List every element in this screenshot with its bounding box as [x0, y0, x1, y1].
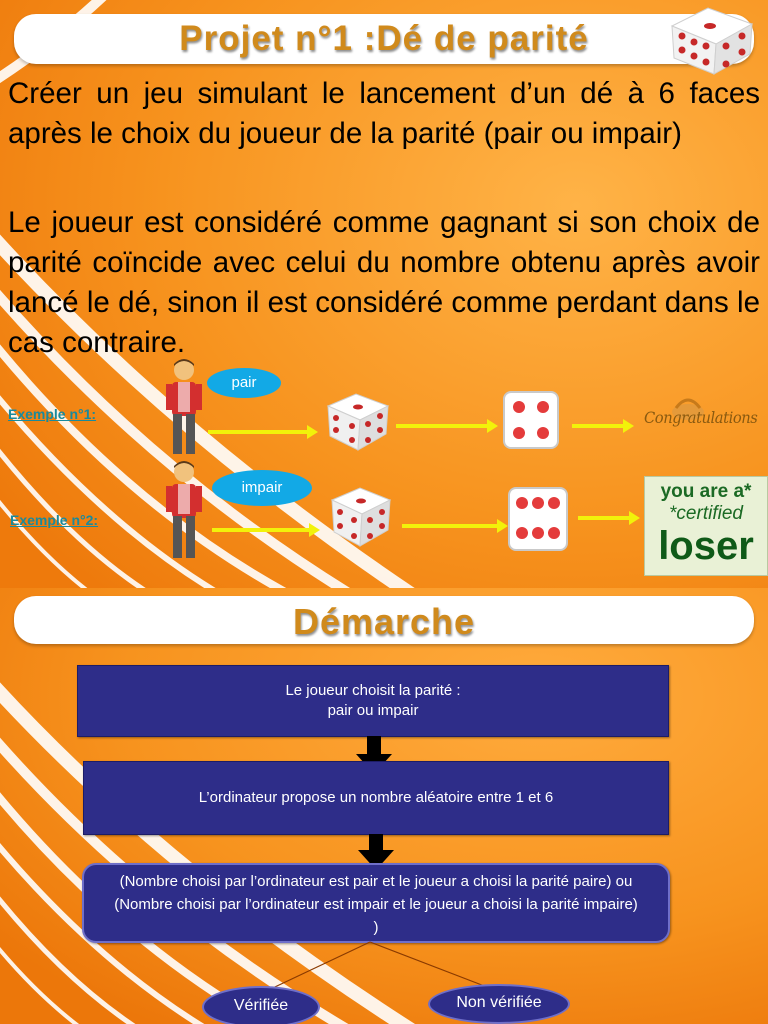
step-1-line-1: Le joueur choisit la parité :	[285, 682, 461, 699]
rules-paragraph: Le joueur est considéré comme gagnant si son choix de parité coïncide avec celui du nombre obtenu après avoir lancé le dé, sinon il est considéré comme perdant dans le cas contraire.	[8, 206, 760, 359]
example-1-label: Exemple n°1:	[8, 406, 97, 422]
pip	[532, 527, 544, 539]
branch-verified: Vérifiée	[202, 986, 320, 1024]
arrow-die-to-face-1	[396, 424, 488, 428]
speech-bubble-impair: impair	[212, 470, 312, 506]
player-figure-2	[164, 458, 204, 562]
player-figure-1	[164, 356, 204, 458]
intro-paragraph: Créer un jeu simulant le lancement d’un dé à 6 faces après le choix du joueur de la parité (pair ou impair)	[8, 77, 760, 150]
title-banner-2	[14, 596, 754, 644]
dice-rolling-icon-1	[322, 390, 392, 452]
loser-line-1: you are a*	[660, 481, 752, 502]
step-condition	[82, 863, 670, 943]
pip	[537, 401, 549, 413]
speech-bubble-pair: pair	[207, 368, 281, 398]
arrow-choice-to-die-2	[212, 528, 310, 532]
slide-demarche	[0, 588, 768, 1024]
arrow-die-to-face-2	[402, 524, 498, 528]
step-random-number: L’ordinateur propose un nombre aléatoire entre 1 et 6	[83, 761, 669, 835]
pip	[513, 427, 525, 439]
loser-line-3: loser	[658, 524, 754, 568]
arrow-face-to-result-1	[572, 424, 624, 428]
dice-rolling-icon-2	[326, 484, 394, 548]
arrow-face-to-result-2	[578, 516, 630, 520]
pip	[516, 527, 528, 539]
die-face-six	[508, 487, 568, 551]
section-title: Démarche	[292, 601, 476, 642]
condition-text: (Nombre choisi par l’ordinateur est pair et le joueur a choisi la parité paire) ou (Nombre choisi par l’ordinateur est impair et le joueur a choisi la parité impaire) )	[114, 873, 638, 936]
pip	[516, 497, 528, 509]
pip	[537, 427, 549, 439]
die-face-four	[503, 391, 559, 449]
loser-line-2: *certified	[669, 503, 743, 524]
arrow-choice-to-die-1	[208, 430, 308, 434]
title-banner	[14, 14, 754, 64]
branch-not-verified: Non vérifiée	[428, 984, 570, 1024]
example-2-label: Exemple n°2:	[10, 512, 99, 528]
congratulations-text: Congratulations	[644, 408, 758, 427]
page-title: Projet n°1 :Dé de parité	[179, 19, 589, 58]
pip	[548, 527, 560, 539]
congratulations-image	[644, 398, 762, 442]
pip	[513, 401, 525, 413]
certified-loser-image	[644, 476, 768, 576]
dice-title-icon	[664, 2, 756, 76]
step-choose-parity	[77, 665, 669, 737]
pip	[548, 497, 560, 509]
pip	[532, 497, 544, 509]
step-1-line-2: pair ou impair	[327, 702, 419, 719]
